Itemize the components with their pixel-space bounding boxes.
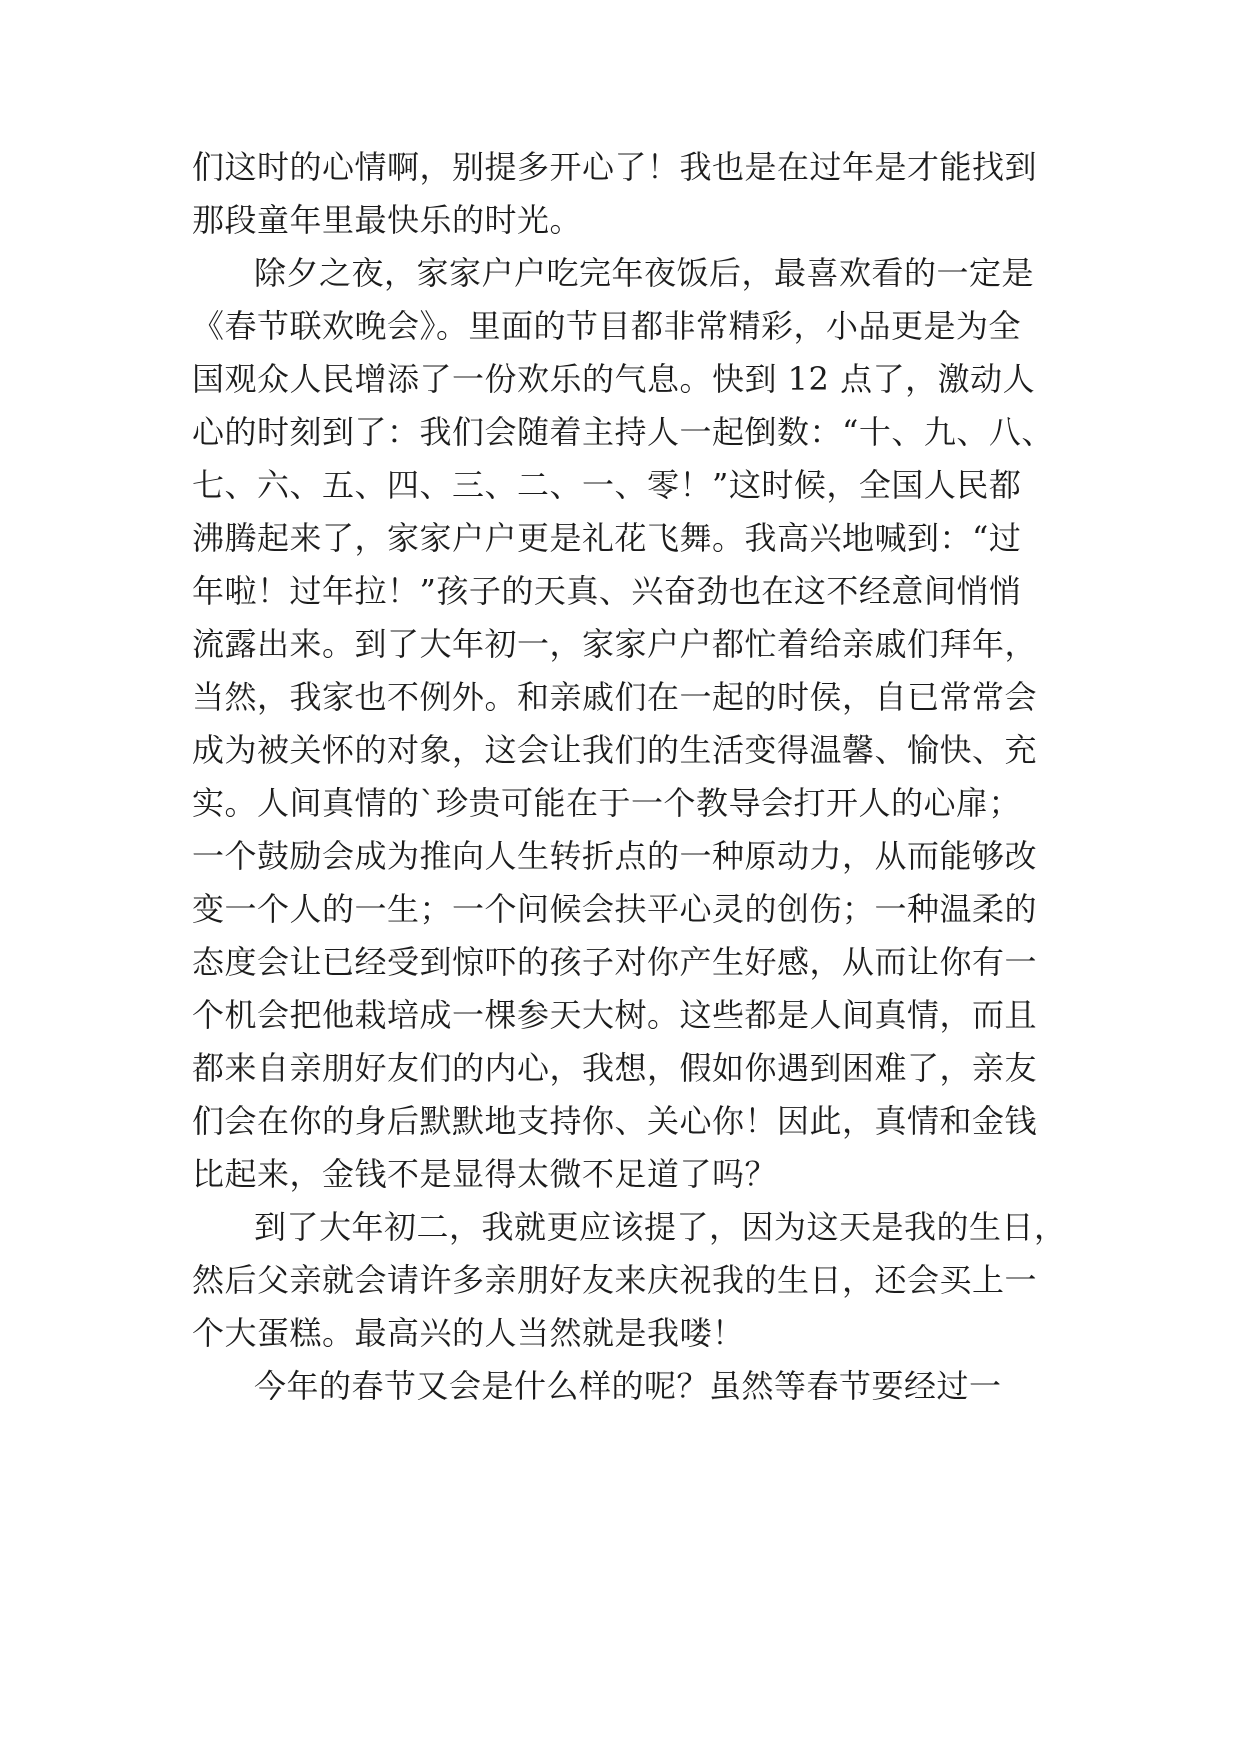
text-line: 流露出来。到了大年初一，家家户户都忙着给亲戚们拜年， [192,625,1038,663]
text-line: 态度会让已经受到惊吓的孩子对你产生好感，从而让你有一 [192,943,1038,981]
text-line: 《春节联欢晚会》。里面的节目都非常精彩，小品更是为全 [192,307,1022,345]
text-line: 一个鼓励会成为推向人生转折点的一种原动力，从而能够改 [192,837,1038,875]
text-line: 成为被关怀的对象，这会让我们的生活变得温馨、愉快、充 [192,731,1038,769]
text-line: 沸腾起来了，家家户户更是礼花飞舞。我高兴地喊到：“过 [192,519,1022,557]
text-line: 那段童年里最快乐的时光。 [192,201,583,239]
text-line: 年啦！过年拉！”孩子的天真、兴奋劲也在这不经意间悄悄 [192,572,1022,610]
text-line: 然后父亲就会请许多亲朋好友来庆祝我的生日，还会买上一 [192,1261,1038,1299]
text-line: 变一个人的一生；一个问候会扶平心灵的创伤；一种温柔的 [192,890,1038,928]
text-line: 都来自亲朋好友们的内心，我想，假如你遇到困难了，亲友 [192,1049,1038,1087]
text-line: 心的时刻到了：我们会随着主持人一起倒数：“十、九、八、 [192,413,1054,451]
text-line: 实。人间真情的`珍贵可能在于一个教导会打开人的心扉； [192,784,1022,822]
paragraph-first-line: 今年的春节又会是什么样的呢？虽然等春节要经过一 [254,1367,1002,1405]
paragraph-first-line: 除夕之夜，家家户户吃完年夜饭后，最喜欢看的一定是 [254,254,1035,292]
text-line: 个大蛋糕。最高兴的人当然就是我喽！ [192,1314,745,1352]
text-line: 国观众人民增添了一份欢乐的气息。快到 12 点了，激动人 [192,360,1036,398]
text-line: 比起来，金钱不是显得太微不足道了吗？ [192,1155,778,1193]
paragraph-first-line: 到了大年初二，我就更应该提了，因为这天是我的生日， [254,1208,1067,1246]
text-line: 七、六、五、四、三、二、一、零！”这时候，全国人民都 [192,466,1022,504]
text-line: 当然，我家也不例外。和亲戚们在一起的时侯，自已常常会 [192,678,1038,716]
text-line: 们会在你的身后默默地支持你、关心你！因此，真情和金钱 [192,1102,1038,1140]
text-line: 们这时的心情啊，别提多开心了！我也是在过年是才能找到 [192,148,1038,186]
text-line: 个机会把他栽培成一棵参天大树。这些都是人间真情，而且 [192,996,1038,1034]
